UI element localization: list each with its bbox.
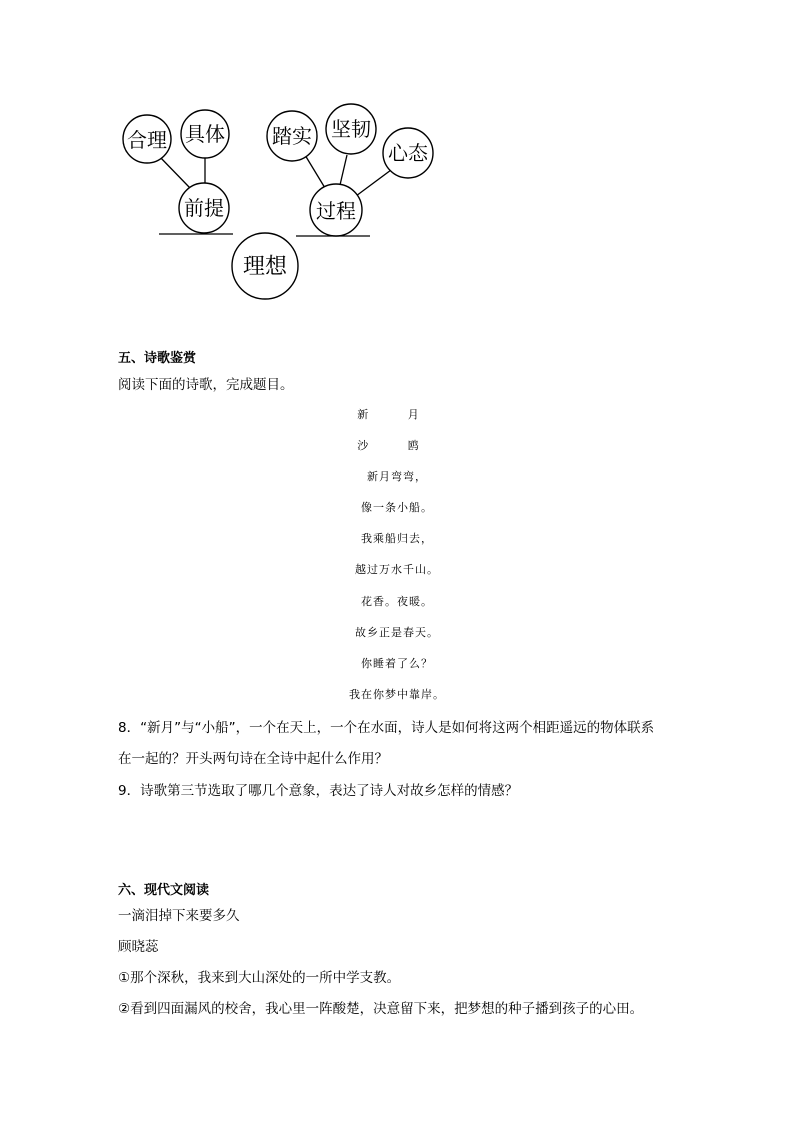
section5-heading: 五、诗歌鉴赏	[118, 351, 197, 366]
poem-line-8: 我在你梦中靠岸。	[349, 688, 445, 701]
article-paragraph-2: ②看到四面漏风的校舍，我心里一阵酸楚，决意留下来，把梦想的种子播到孩子的心田。	[118, 1001, 644, 1017]
node-tashi-label: 踏实	[272, 124, 312, 148]
connector-heli-qianti	[158, 155, 190, 188]
article-title: 一滴泪掉下来要多久	[118, 908, 240, 924]
node-lixiang-label: 理想	[242, 254, 288, 280]
poem-line-7: 你睡着了么？	[361, 657, 433, 670]
connector-xintai-guocheng	[356, 170, 391, 196]
connector-tashi-guocheng	[305, 155, 325, 188]
connector-jianren-guocheng	[340, 155, 347, 185]
question-8-line-1: 8．“新月”与“小船”，一个在天上，一个在水面，诗人是如何将这两个相距遥远的物体联系	[118, 720, 655, 736]
ideal-tree-diagram	[0, 0, 794, 320]
node-guocheng-label: 过程	[316, 199, 356, 223]
node-xintai-label: 心态	[388, 141, 428, 165]
poem-line-6: 故乡正是春天。	[355, 626, 439, 639]
poem-line-5: 花香。夜暖。	[361, 595, 433, 608]
node-jianren-label: 坚韧	[331, 117, 371, 141]
node-juti-label: 具体	[185, 122, 225, 146]
node-qianti-label: 前提	[184, 196, 224, 220]
section5-instruction: 阅读下面的诗歌，完成题目。	[118, 377, 294, 393]
article-author: 顾晓蕊	[118, 939, 159, 955]
poem-line-4: 越过万水千山。	[355, 563, 439, 576]
question-9: 9．诗歌第三节选取了哪几个意象，表达了诗人对故乡怎样的情感？	[118, 783, 519, 799]
poem-line-3: 我乘船归去，	[361, 532, 433, 545]
poem-line-2: 像一条小船。	[361, 501, 433, 514]
node-heli-label: 合理	[127, 128, 167, 152]
poem-line-1: 新月弯弯，	[367, 470, 427, 483]
poem-title: 新 月	[357, 408, 437, 421]
poem-author: 沙 鸥	[357, 439, 437, 452]
article-paragraph-1: ①那个深秋，我来到大山深处的一所中学支教。	[118, 970, 401, 986]
question-8-line-2: 在一起的？开头两句诗在全诗中起什么作用？	[118, 751, 388, 767]
section6-heading: 六、现代文阅读	[118, 883, 210, 898]
